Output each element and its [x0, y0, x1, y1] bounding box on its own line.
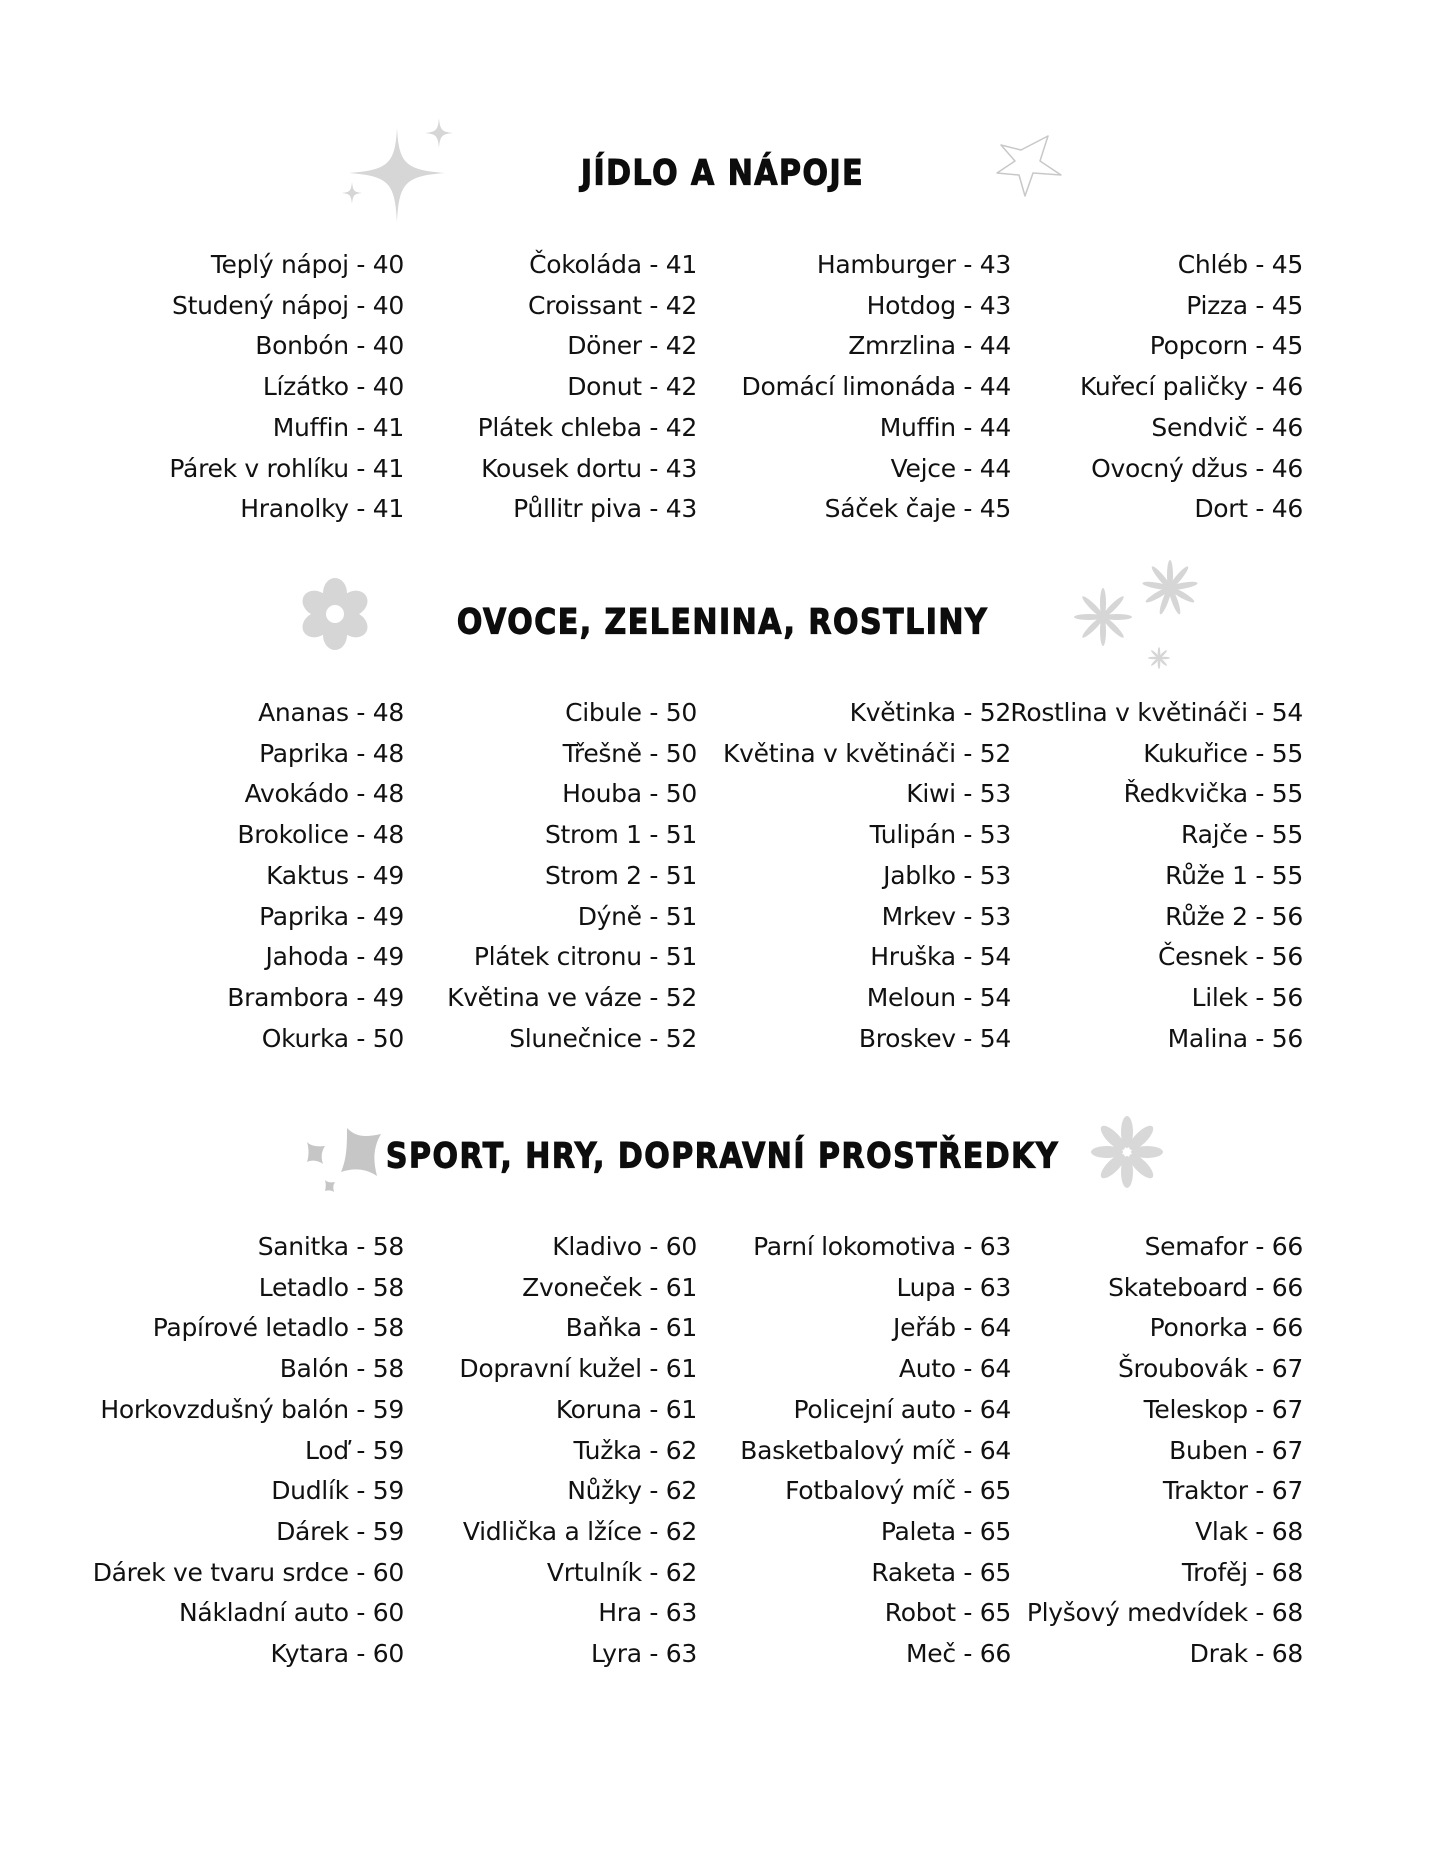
- section-title: SPORT, HRY, DOPRAVNÍ PROSTŘEDKY: [385, 1136, 1060, 1177]
- column-2: [478, 245, 697, 530]
- list-item: Sáček čaje - 45: [824, 494, 1011, 524]
- list-item: Hotdog - 43: [866, 290, 1011, 320]
- list-item: Dopravní kužel - 61: [459, 1354, 697, 1384]
- list-item: Chléb - 45: [1177, 250, 1303, 279]
- list-item: Růže 2 - 56: [1165, 901, 1303, 931]
- daisy-icon: [1090, 1112, 1165, 1192]
- section-title: OVOCE, ZELENINA, ROSTLINY: [456, 602, 989, 643]
- list-item: Kiwi - 53: [906, 779, 1011, 809]
- list-item: Sanitka - 58: [257, 1232, 404, 1261]
- daisy-cluster-icon: [1070, 555, 1200, 675]
- list-item: Zvoneček - 61: [522, 1272, 697, 1302]
- list-item: Párek v rohlíku - 41: [169, 453, 404, 483]
- list-item: Skateboard - 66: [1108, 1272, 1303, 1302]
- column-1: [169, 245, 404, 530]
- list-item: Ananas - 48: [258, 698, 404, 727]
- list-item: Strom 2 - 51: [544, 860, 697, 890]
- list-item: Paprika - 49: [259, 901, 404, 931]
- list-item: Vejce - 44: [890, 453, 1011, 483]
- list-item: Tužka - 62: [573, 1435, 697, 1465]
- list-item: Kukuřice - 55: [1143, 738, 1303, 768]
- list-item: Vrtulník - 62: [546, 1557, 697, 1587]
- list-item: Lyra - 63: [590, 1639, 697, 1669]
- list-item: Papírové letadlo - 58: [152, 1313, 404, 1343]
- column-3: [742, 245, 1011, 530]
- list-item: Policejní auto - 64: [793, 1394, 1011, 1424]
- list-item: Dýně - 51: [577, 901, 697, 931]
- list-item: Croissant - 42: [528, 290, 697, 320]
- list-item: Popcorn - 45: [1149, 331, 1303, 361]
- list-item: Květina ve váze - 52: [447, 982, 697, 1012]
- list-item: Třešně - 50: [562, 738, 697, 768]
- column-3: [723, 693, 1011, 1059]
- list-item: Jablko - 53: [883, 860, 1011, 890]
- list-item: Meč - 66: [905, 1639, 1011, 1669]
- list-item: Cibule - 50: [565, 698, 697, 727]
- list-item: Basketbalový míč - 64: [740, 1435, 1011, 1465]
- column-1: [93, 1227, 404, 1675]
- list-item: Plyšový medvídek - 68: [1026, 1598, 1303, 1628]
- list-item: Döner - 42: [567, 331, 697, 361]
- column-4: [1010, 693, 1303, 1059]
- list-item: Robot - 65: [884, 1598, 1011, 1628]
- list-item: Paprika - 48: [259, 738, 404, 768]
- list-item: Strom 1 - 51: [544, 820, 697, 850]
- list-item: Ponorka - 66: [1149, 1313, 1303, 1343]
- list-item: Parní lokomotiva - 63: [753, 1232, 1011, 1261]
- list-item: Jahoda - 49: [265, 942, 404, 972]
- list-item: Avokádo - 48: [244, 779, 404, 809]
- list-item: Slunečnice - 52: [509, 1023, 697, 1053]
- list-item: Teplý nápoj - 40: [210, 250, 404, 279]
- list-item: Donut - 42: [567, 372, 697, 402]
- list-item: Kytara - 60: [270, 1639, 404, 1669]
- column-1: [227, 693, 404, 1059]
- list-item: Dárek ve tvaru srdce - 60: [92, 1557, 404, 1587]
- list-item: Zmrzlina - 44: [848, 331, 1011, 361]
- column-4: [1027, 1227, 1303, 1675]
- list-item: Vlak - 68: [1195, 1516, 1303, 1546]
- list-item: Šroubovák - 67: [1117, 1354, 1303, 1384]
- list-item: Studený nápoj - 40: [172, 290, 404, 320]
- list-item: Jeřáb - 64: [893, 1313, 1011, 1343]
- list-item: Broskev - 54: [858, 1023, 1011, 1053]
- list-item: Muffin - 41: [272, 412, 404, 442]
- list-item: Domácí limonáda - 44: [741, 372, 1011, 402]
- list-item: Lilek - 56: [1191, 982, 1303, 1012]
- list-item: Květina v květináči - 52: [723, 738, 1011, 768]
- star-outline-icon: [993, 133, 1068, 198]
- list-item: Kousek dortu - 43: [481, 453, 697, 483]
- list-item: Česnek - 56: [1158, 942, 1303, 972]
- list-item: Auto - 64: [898, 1354, 1011, 1384]
- list-item: Pizza - 45: [1186, 290, 1303, 320]
- list-item: Hruška - 54: [870, 942, 1011, 972]
- list-item: Půllitr piva - 43: [513, 494, 697, 524]
- list-item: Plátek chleba - 42: [477, 412, 697, 442]
- list-item: Nůžky - 62: [567, 1476, 697, 1506]
- list-item: Okurka - 50: [261, 1023, 404, 1053]
- list-item: Dárek - 59: [276, 1516, 404, 1546]
- list-item: Kuřecí paličky - 46: [1080, 372, 1303, 402]
- list-item: Růže 1 - 55: [1165, 860, 1303, 890]
- list-item: Koruna - 61: [555, 1394, 697, 1424]
- list-item: Paleta - 65: [880, 1516, 1011, 1546]
- list-item: Brambora - 49: [227, 982, 404, 1012]
- list-item: Hranolky - 41: [240, 494, 404, 524]
- list-item: Dort - 46: [1194, 494, 1303, 524]
- list-item: Rostlina v květináči - 54: [1010, 698, 1303, 727]
- list-item: Čokoláda - 41: [529, 250, 697, 279]
- list-item: Nákladní auto - 60: [179, 1598, 404, 1628]
- list-item: Sendvič - 46: [1151, 412, 1303, 442]
- list-item: Fotbalový míč - 65: [785, 1476, 1011, 1506]
- list-item: Teleskop - 67: [1143, 1394, 1303, 1424]
- list-item: Ovocný džus - 46: [1091, 453, 1303, 483]
- column-4: [1080, 245, 1303, 530]
- column-2: [459, 1227, 697, 1675]
- list-item: Květinka - 52: [849, 698, 1011, 727]
- list-item: Hamburger - 43: [816, 250, 1011, 279]
- list-item: Muffin - 44: [879, 412, 1011, 442]
- list-item: Malina - 56: [1167, 1023, 1303, 1053]
- list-item: Houba - 50: [562, 779, 697, 809]
- list-item: Mrkev - 53: [881, 901, 1011, 931]
- list-item: Hra - 63: [598, 1598, 697, 1628]
- list-item: Plátek citronu - 51: [473, 942, 697, 972]
- list-item: Kladivo - 60: [552, 1232, 697, 1261]
- list-item: Balón - 58: [279, 1354, 404, 1384]
- list-item: Lupa - 63: [896, 1272, 1011, 1302]
- list-item: Horkovzdušný balón - 59: [100, 1394, 404, 1424]
- list-item: Semafor - 66: [1144, 1232, 1303, 1261]
- list-item: Drak - 68: [1189, 1639, 1303, 1669]
- list-item: Buben - 67: [1169, 1435, 1303, 1465]
- list-item: Raketa - 65: [871, 1557, 1011, 1587]
- list-item: Letadlo - 58: [258, 1272, 404, 1302]
- list-item: Dudlík - 59: [271, 1476, 404, 1506]
- list-item: Meloun - 54: [866, 982, 1011, 1012]
- list-item: Rajče - 55: [1181, 820, 1303, 850]
- list-item: Baňka - 61: [565, 1313, 697, 1343]
- list-item: Ředkvička - 55: [1123, 779, 1303, 809]
- list-item: Vidlička a lžíce - 62: [462, 1516, 697, 1546]
- list-item: Traktor - 67: [1162, 1476, 1303, 1506]
- column-3: [740, 1227, 1011, 1675]
- list-item: Trofěj - 68: [1181, 1557, 1303, 1587]
- list-item: Lízátko - 40: [262, 372, 404, 402]
- list-item: Kaktus - 49: [266, 860, 404, 890]
- list-item: Brokolice - 48: [237, 820, 404, 850]
- column-2: [447, 693, 697, 1059]
- list-item: Bonbón - 40: [255, 331, 404, 361]
- list-item: Tulipán - 53: [869, 820, 1011, 850]
- list-item: Loď - 59: [305, 1435, 404, 1465]
- section-title: JÍDLO A NÁPOJE: [580, 153, 865, 194]
